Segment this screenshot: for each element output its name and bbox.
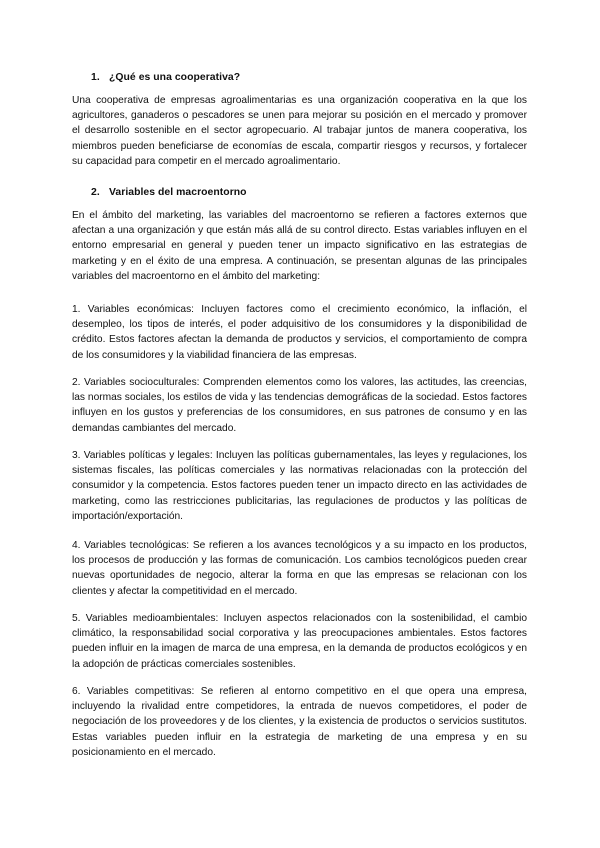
- paragraph-variables-medioambientales: 5. Variables medioambientales: Incluyen aspectos relacionados con la sostenibilidad, el cambio climático, la responsabilidad social corporativa y las preocupaciones ambientales. Estos factores pueden influir en la imagen de marca de una empresa, en la demanda de productos ecológicos y en la adopción de prácticas comerciales sostenibles.: [72, 613, 527, 670]
- section-number: 2.: [91, 187, 100, 198]
- paragraph-cooperativa-definition: Una cooperativa de empresas agroalimentarias es una organización cooperativa en la que los agricultores, ganaderos o pescadores se unen para mejorar su posición en el mercado y promover el desarrollo sostenible en el sector agropecuario. Al trabajar juntos de manera cooperativa, los miembros pueden beneficiarse de economías de escala, compartir riesgos y recursos, y fortalecer su capacidad para competir en el mercado agroalimentario.: [72, 95, 527, 167]
- paragraph-variables-competitivas: 6. Variables competitivas: Se refieren al entorno competitivo en el que opera una empresa, incluyendo la rivalidad entre competidores, la entrada de nuevos competidores, el poder de negociación de los proveedores y de los clientes, y la existencia de productos o servicios sustitutos. Estas variables pueden influir en la estrategia de marketing de una empresa y en su posicionamiento en el mercado.: [72, 686, 527, 758]
- section-title: Variables del macroentorno: [109, 187, 247, 198]
- section-heading-macroentorno: [91, 187, 247, 198]
- section-title: ¿Qué es una cooperativa?: [109, 72, 241, 83]
- section-number: 1.: [91, 72, 100, 83]
- paragraph-variables-economicas: 1. Variables económicas: Incluyen factores como el crecimiento económico, la inflación, el desempleo, los tipos de interés, el poder adquisitivo de los consumidores y la disponibilidad de crédito. Estos factores afectan la demanda de productos y servicios, el comportamiento de compra de los consumidores y la viabilidad financiera de las empresas.: [72, 304, 527, 361]
- paragraph-macroentorno-intro: En el ámbito del marketing, las variables del macroentorno se refieren a factores externos que afectan a una organización y que están más allá de su control directo. Estas variables influyen en el entorno empresarial en general y pueden tener un impacto significativo en las estrategias de marketing y en el éxito de una empresa. A continuación, se presentan algunas de las principales variables del macroentorno en el ámbito del marketing:: [72, 210, 527, 282]
- paragraph-variables-tecnologicas: 4. Variables tecnológicas: Se refieren a los avances tecnológicos y a su impacto en los productos, los procesos de producción y las formas de comunicación. Los cambios tecnológicos pueden crear nuevas oportunidades de negocio, alterar la forma en que las empresas se relacionan con los clientes y afectar la competitividad en el mercado.: [72, 540, 527, 597]
- paragraph-variables-politicas: 3. Variables políticas y legales: Incluyen las políticas gubernamentales, las leyes y regulaciones, los sistemas fiscales, las políticas comerciales y las normativas relacionadas con la protección del consumidor y la competencia. Estos factores pueden tener un impacto directo en las actividades de marketing, como las restricciones publicitarias, las regulaciones de productos y las políticas de importación/exportación.: [72, 450, 527, 522]
- paragraph-variables-socioculturales: 2. Variables socioculturales: Comprenden elementos como los valores, las actitudes, las creencias, las normas sociales, los estilos de vida y las tendencias demográficas de la sociedad. Estos factores influyen en los gustos y preferencias de los consumidores, en sus patrones de consumo y en las demandas cambiantes del mercado.: [72, 377, 527, 434]
- section-heading-cooperativa: [91, 72, 240, 83]
